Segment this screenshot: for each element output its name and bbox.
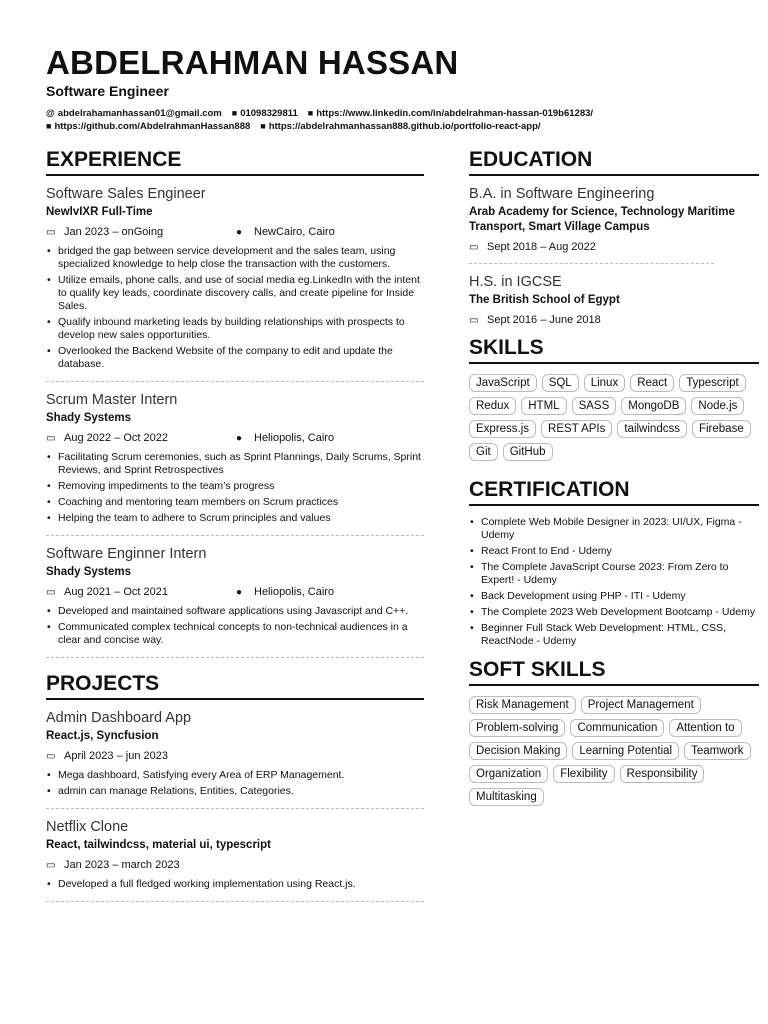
location — [236, 226, 335, 238]
date-range — [469, 314, 659, 326]
location — [236, 432, 334, 444]
certification-item: • Complete Web Mobile Designer in 2023: UI/UX, Figma - Udemy — [469, 516, 759, 542]
bullet-item: • Communicated complex technical concepts to non-technical audiences in a clear and concise way. — [46, 621, 424, 647]
entry-meta — [46, 432, 424, 444]
soft-skill-tag: Attention to — [669, 719, 741, 737]
project-stack: React, tailwindcss, material ui, typescript — [46, 839, 271, 851]
contact-bar — [46, 107, 746, 133]
soft-skill-tag: Organization — [469, 765, 548, 783]
job-title: Software Sales Engineer — [46, 186, 206, 202]
bullet-list — [46, 245, 424, 371]
date-text: Sept 2018 – Aug 2022 — [487, 241, 596, 253]
certification-heading: CERTIFICATION — [469, 478, 759, 506]
contact-text[interactable]: https://abdelrahmanhassan888.github.io/portfolio-react-app/ — [268, 121, 541, 132]
education-entry — [469, 186, 759, 253]
date-text: Aug 2021 – Oct 2021 — [64, 586, 168, 598]
bullet-item: • Overlooked the Backend Website of the company to edit and update the database. — [46, 345, 424, 371]
experience-entry — [46, 186, 424, 371]
resume-name: ABDELRAHMAN HASSAN — [46, 44, 459, 81]
contact-item[interactable] — [232, 107, 298, 120]
skill-tag: MongoDB — [621, 397, 686, 415]
bullet-item: • Developed a full fledged working implementation using React.js. — [46, 878, 424, 891]
skill-tag: REST APIs — [541, 420, 612, 438]
phone-icon: ■ — [231, 108, 238, 118]
soft-skill-tag: Flexibility — [553, 765, 614, 783]
calendar-icon: ▭ — [469, 315, 479, 326]
bullet-list — [46, 878, 424, 891]
company-name: NewlvIXR Full-Time — [46, 206, 153, 218]
entry-meta — [46, 586, 424, 598]
divider — [46, 535, 424, 536]
skill-tag: Express.js — [469, 420, 536, 438]
skill-tag: tailwindcss — [617, 420, 687, 438]
contact-item[interactable] — [46, 120, 250, 133]
divider — [46, 901, 424, 902]
bullet-list — [46, 769, 424, 798]
bullet-item: • Removing impediments to the team’s progress — [46, 480, 424, 493]
skill-tag: Firebase — [692, 420, 751, 438]
company-name: Shady Systems — [46, 412, 132, 424]
soft-skill-tag: Teamwork — [684, 742, 750, 760]
calendar-icon: ▭ — [46, 860, 56, 871]
certification-item: • Beginner Full Stack Web Development: HTML, CSS, ReactNode - Udemy — [469, 622, 759, 648]
divider — [469, 263, 714, 264]
calendar-icon: ▭ — [46, 433, 56, 444]
divider — [46, 381, 424, 382]
skill-tag: Git — [469, 443, 498, 461]
project-entry — [46, 710, 424, 798]
date-range — [469, 241, 659, 253]
certification-list — [469, 516, 759, 648]
date-range — [46, 226, 236, 238]
school-name: Arab Academy for Science, Technology Maritime Transport, Smart Village Campus — [469, 206, 735, 233]
date-range — [46, 432, 236, 444]
certification-item: • The Complete JavaScript Course 2023: From Zero to Expert! - Udemy — [469, 561, 759, 587]
location-pin-icon: ● — [236, 227, 243, 238]
calendar-icon: ▭ — [469, 242, 479, 253]
date-text: Aug 2022 – Oct 2022 — [64, 432, 168, 444]
resume-title: Software Engineer — [46, 83, 169, 99]
certification-item: • Back Development using PHP - ITI - Udemy — [469, 590, 759, 603]
entry-meta — [46, 750, 424, 762]
skill-tag: JavaScript — [469, 374, 537, 392]
bullet-item: • Facilitating Scrum ceremonies, such as Sprint Plannings, Daily Scrums, Sprint Reviews, and Sprint Retrospectives — [46, 451, 424, 477]
bullet-item: • Helping the team to adhere to Scrum principles and values — [46, 512, 424, 525]
project-entry — [46, 819, 424, 891]
skill-tag: SQL — [542, 374, 579, 392]
at-icon: @ — [46, 108, 55, 118]
contact-text[interactable]: https://www.linkedin.com/in/abdelrahman-hassan-019b61283/ — [316, 108, 594, 119]
soft-skills-tags — [469, 696, 768, 811]
location-text: Heliopolis, Cairo — [254, 432, 335, 444]
skill-tag: React — [630, 374, 674, 392]
experience-list — [46, 186, 424, 658]
right-column — [469, 148, 759, 811]
contact-text[interactable]: 01098329811 — [240, 108, 298, 119]
bullet-item: • Mega dashboard, Satisfying every Area of ERP Management. — [46, 769, 424, 782]
divider — [46, 808, 424, 809]
location-text: NewCairo, Cairo — [254, 226, 335, 238]
soft-skills-heading: SOFT SKILLS — [469, 658, 759, 686]
project-stack: React.js, Syncfusion — [46, 730, 159, 742]
linkedin-icon: ■ — [307, 108, 314, 118]
soft-skill-tag: Project Management — [581, 696, 701, 714]
soft-skill-tag: Multitasking — [469, 788, 544, 806]
bullet-item: • Qualify inbound marketing leads by building relationships with prospects to develop new sales opportunities. — [46, 316, 424, 342]
location-pin-icon: ● — [236, 587, 243, 598]
contact-item[interactable] — [46, 107, 222, 120]
education-heading: EDUCATION — [469, 148, 759, 176]
bullet-list — [46, 451, 424, 525]
bullet-item: • admin can manage Relations, Entities, Categories. — [46, 785, 424, 798]
soft-skill-tag: Learning Potential — [572, 742, 679, 760]
contact-text[interactable]: https://github.com/AbdelrahmanHassan888 — [54, 121, 251, 132]
date-range — [46, 859, 236, 871]
contact-item[interactable] — [308, 107, 593, 120]
experience-entry — [46, 546, 424, 647]
entry-meta — [46, 859, 424, 871]
bullet-list — [46, 605, 424, 647]
skill-tag: Linux — [584, 374, 626, 392]
job-title: Software Enginner Intern — [46, 546, 207, 562]
education-entry — [469, 274, 759, 326]
company-name: Shady Systems — [46, 566, 132, 578]
skill-tag: GitHub — [503, 443, 553, 461]
date-range — [46, 586, 236, 598]
soft-skill-tag: Responsibility — [620, 765, 705, 783]
divider — [46, 657, 424, 658]
soft-skill-tag: Decision Making — [469, 742, 567, 760]
certification-item: • The Complete 2023 Web Development Bootcamp - Udemy — [469, 606, 759, 619]
bullet-item: • bridged the gap between service development and the sales team, using specialized knowledge to help close the transaction with the customers. — [46, 245, 424, 271]
calendar-icon: ▭ — [46, 751, 56, 762]
bullet-item: • Utilize emails, phone calls, and use of social media eg.LinkedIn with the intent to qualify key leads, coordinate discovery calls, and create pipeline for Inside Sales. — [46, 274, 424, 313]
soft-skill-tag: Communication — [570, 719, 664, 737]
entry-meta — [469, 314, 759, 326]
certification-item: • React Front to End - Udemy — [469, 545, 759, 558]
calendar-icon: ▭ — [46, 587, 56, 598]
bullet-item: • Developed and maintained software applications using Javascript and C++. — [46, 605, 424, 618]
degree: H.S. in IGCSE — [469, 274, 562, 290]
projects-heading: PROJECTS — [46, 672, 424, 700]
project-title: Netflix Clone — [46, 819, 129, 835]
bullet-item: • Coaching and mentoring team members on Scrum practices — [46, 496, 424, 509]
date-text: Jan 2023 – onGoing — [64, 226, 164, 238]
left-column — [46, 148, 424, 912]
entry-meta — [46, 226, 424, 238]
github-icon: ■ — [46, 121, 52, 131]
globe-icon: ■ — [260, 121, 266, 131]
skill-tag: Node.js — [691, 397, 744, 415]
location-pin-icon: ● — [236, 433, 243, 444]
skills-heading: SKILLS — [469, 336, 759, 364]
experience-entry — [46, 392, 424, 525]
soft-skill-tag: Problem-solving — [469, 719, 565, 737]
education-list — [469, 186, 759, 326]
entry-meta — [469, 241, 759, 253]
degree: B.A. in Software Engineering — [469, 186, 655, 202]
location-text: Heliopolis, Cairo — [254, 586, 335, 598]
project-title: Admin Dashboard App — [46, 710, 192, 726]
date-text: Sept 2016 – June 2018 — [487, 314, 601, 326]
contact-text[interactable]: abdelrahamanhassan01@gmail.com — [57, 108, 222, 119]
job-title: Scrum Master Intern — [46, 392, 178, 408]
skill-tag: SASS — [572, 397, 617, 415]
skill-tag: Redux — [469, 397, 516, 415]
skill-tag: HTML — [521, 397, 566, 415]
date-range — [46, 750, 236, 762]
location — [236, 586, 334, 598]
projects-list — [46, 710, 424, 902]
experience-heading: EXPERIENCE — [46, 148, 424, 176]
school-name: The British School of Egypt — [469, 294, 620, 306]
date-text: April 2023 – jun 2023 — [64, 750, 168, 762]
date-text: Jan 2023 – march 2023 — [64, 859, 180, 871]
skill-tag: Typescript — [679, 374, 745, 392]
contact-item[interactable] — [260, 120, 540, 133]
soft-skill-tag: Risk Management — [469, 696, 576, 714]
calendar-icon: ▭ — [46, 227, 56, 238]
skills-tags — [469, 374, 768, 466]
